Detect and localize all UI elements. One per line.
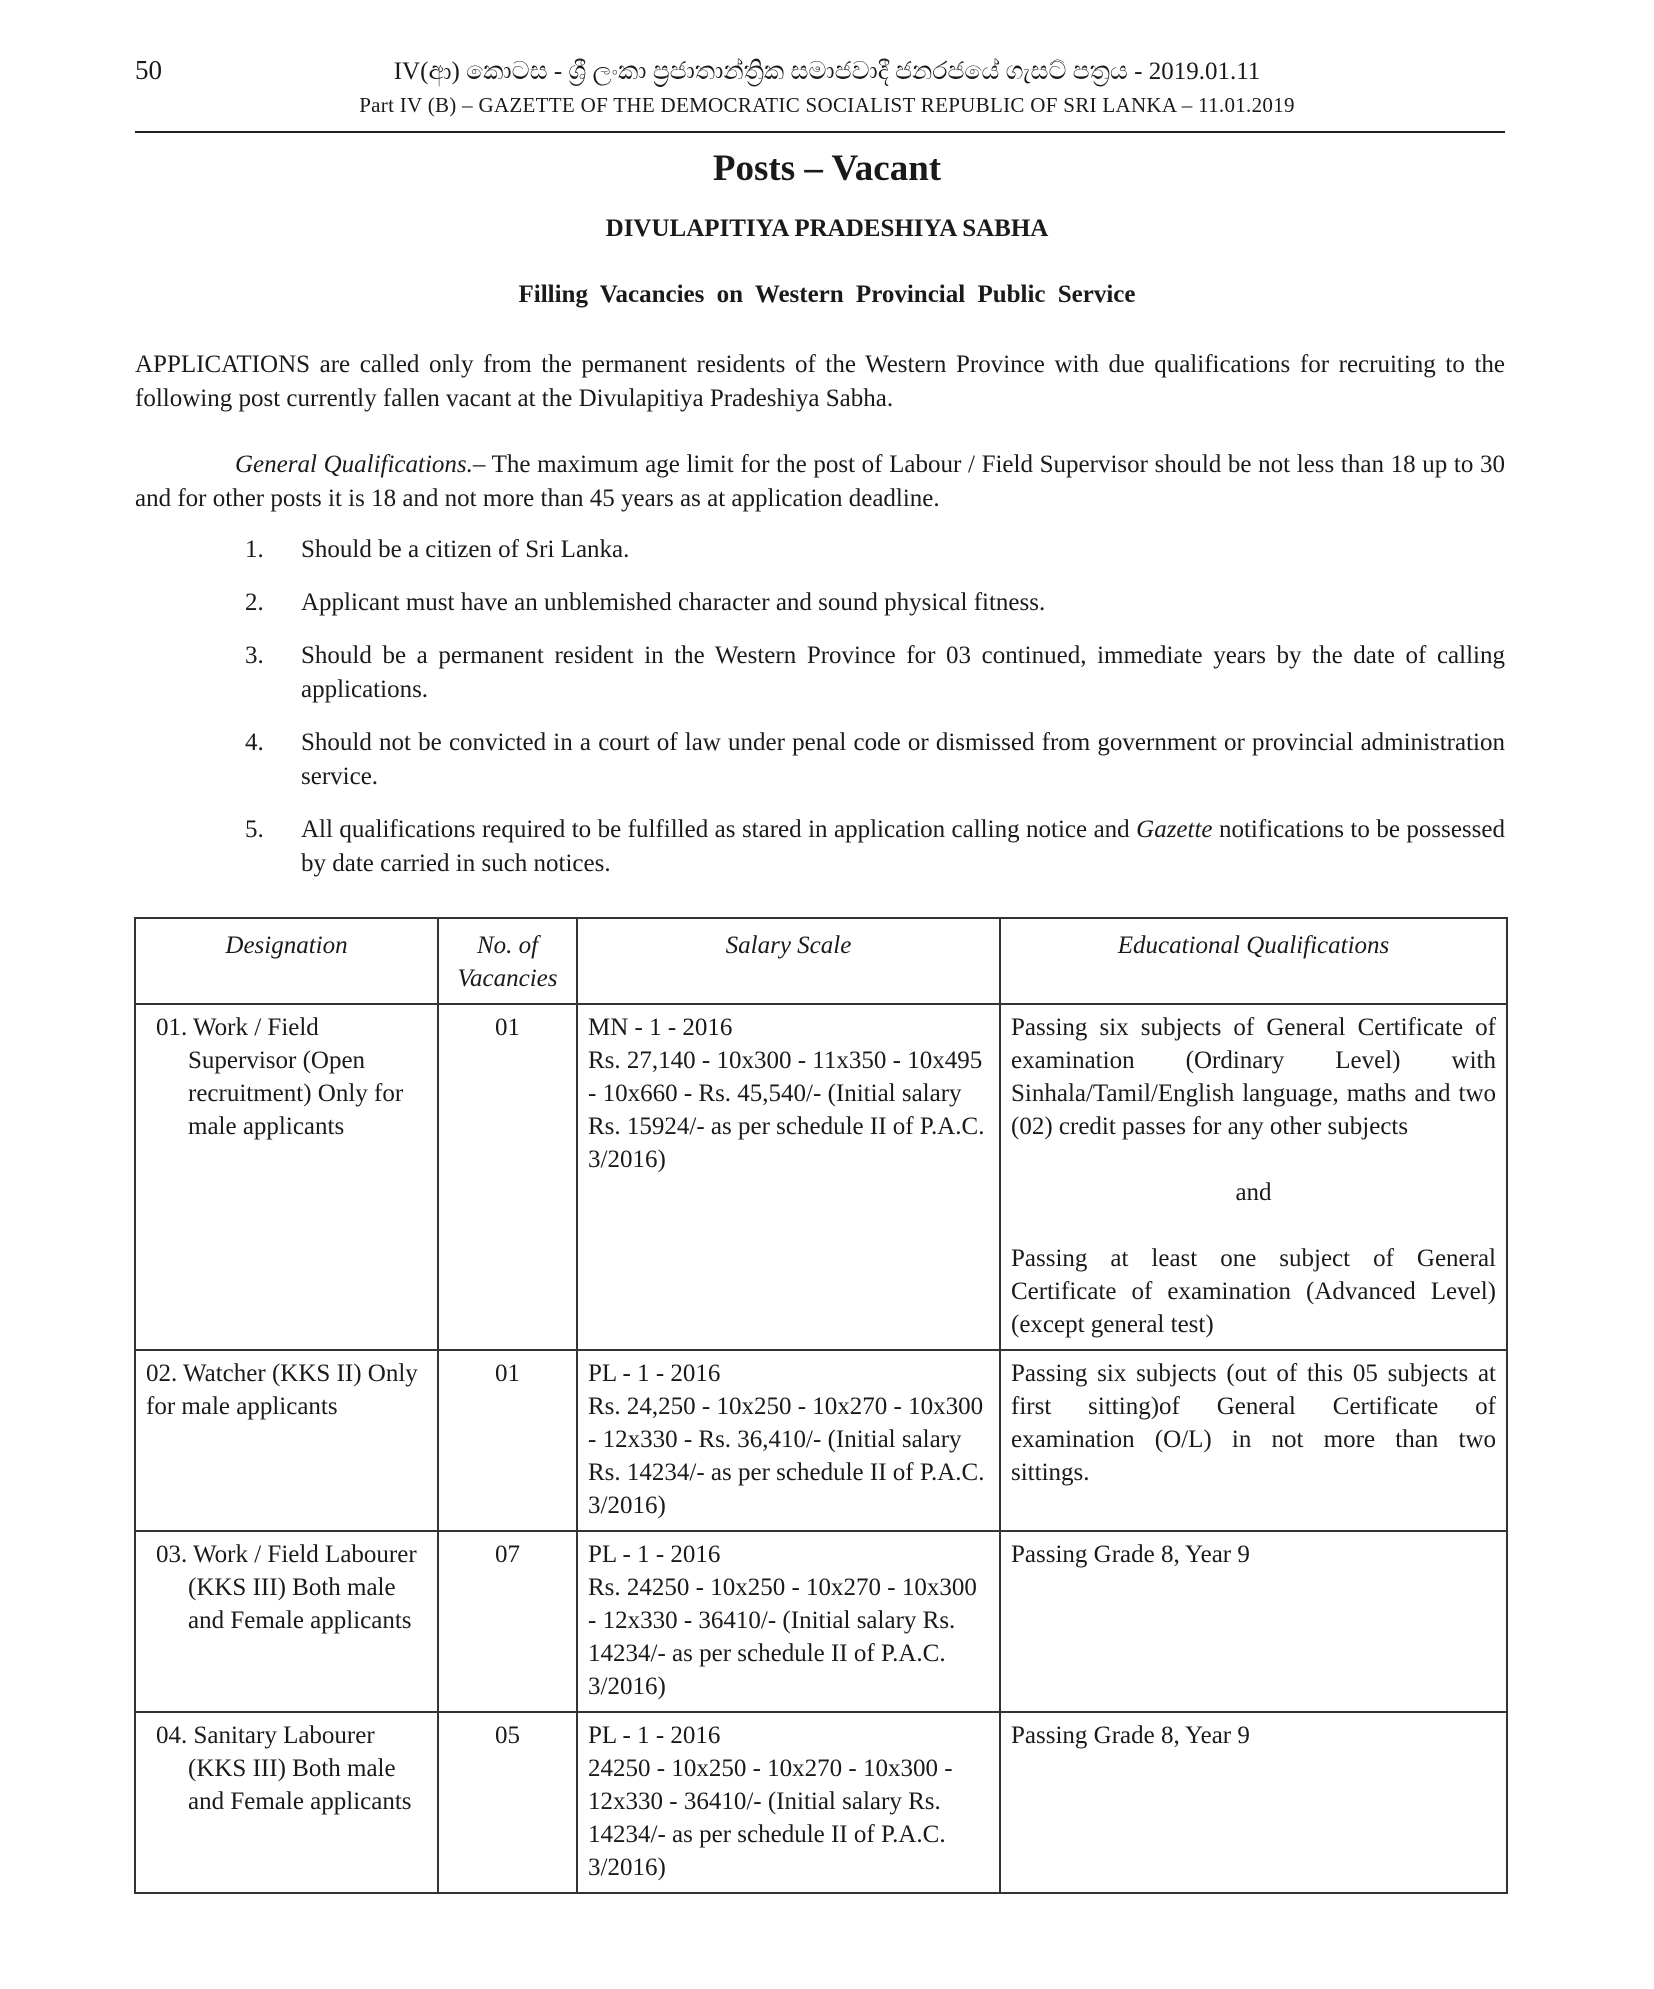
table-row [135,1712,1507,1893]
organization-name: DIVULAPITIYA PRADESHIYA SABHA [605,215,1049,242]
page-number: 50 [135,55,162,85]
general-qualifications-text: – The maximum age limit for the post of Labour / Field Supervisor should be not less than 18 up to 30 and for other posts it is 18 and not more than 45 years as at application deadline. [135,451,1506,512]
list-item-number: 2. [245,589,264,616]
education-cell [1000,1531,1507,1712]
designation-text: 03. Work / Field Labourer (KKS III) Both male and Female applicants [156,1541,417,1634]
list-item [245,726,1505,794]
designation-text: 04. Sanitary Labourer (KKS III) Both male and Female applicants [156,1722,412,1815]
education-cell [1000,1004,1507,1350]
list-item-number: 5. [245,816,264,843]
designation-cell [135,1712,438,1893]
list-item [245,639,1505,707]
list-item [245,586,1505,620]
education-text: Passing Grade 8, Year 9 [1011,1541,1250,1568]
header-educational-qualifications: Educational Qualifications [1000,918,1507,1004]
intro-paragraph: APPLICATIONS are called only from the permanent residents of the Western Province with due qualifications for recruiting to the following post currently fallen vacant at the Divulapitiya Pradeshiya Sabha. [135,351,1505,412]
designation-text: 01. Work / Field Supervisor (Open recruitment) Only for male applicants [156,1014,404,1140]
designation-cell [135,1531,438,1712]
vacancies-cell: 05 [438,1712,577,1893]
education-text: Passing six subjects of General Certificate of examination (Ordinary Level) with Sinhala/Tamil/English language, maths and two (02) credit passes for any other subjects [1011,1014,1496,1140]
list-item-text: Applicant must have an unblemished character and sound physical fitness. [301,589,1046,616]
list-item-text: Should not be convicted in a court of law under penal code or dismissed from government or provincial administration service. [301,729,1505,790]
education-cell [1000,1350,1507,1531]
gazette-header-english: Part IV (B) – GAZETTE OF THE DEMOCRATIC SOCIALIST REPUBLIC OF SRI LANKA – 11.01.2019 [359,93,1295,117]
salary-cell: PL - 1 - 2016 Rs. 24,250 - 10x250 - 10x270 - 10x300 - 12x330 - Rs. 36,410/- (Initial salary Rs. 14234/- as per schedule II of P.A.C. 3/2016) [577,1350,1000,1531]
header-designation: Designation [135,918,438,1004]
education-text: Passing Grade 8, Year 9 [1011,1722,1250,1749]
vacancies-cell: 01 [438,1004,577,1350]
header-divider [135,131,1505,133]
gazette-italic: Gazette [1136,816,1213,843]
table-row [135,1004,1507,1350]
education-text: Passing at least one subject of General Certificate of examination (Advanced Level)(except general test) [1011,1245,1496,1338]
subheading: Filling Vacancies on Western Provincial Public Service [518,281,1136,308]
list-item-number: 3. [245,642,264,669]
table-row [135,1350,1507,1531]
qualifications-list [245,533,1505,900]
designation-text: 02. Watcher (KKS II) Only for male applicants [146,1360,418,1420]
salary-cell: MN - 1 - 2016 Rs. 27,140 - 10x300 - 11x350 - 10x495 - 10x660 - Rs. 45,540/- (Initial salary Rs. 15924/- as per schedule II of P.A.C. 3/2016) [577,1004,1000,1350]
vacancies-cell: 01 [438,1350,577,1531]
education-text: Passing six subjects (out of this 05 subjects at first sitting)of General Certificate of examination (O/L) in not more than two sittings. [1011,1360,1496,1486]
designation-cell [135,1350,438,1531]
salary-cell: PL - 1 - 2016 Rs. 24250 - 10x250 - 10x270 - 10x300 - 12x330 - 36410/- (Initial salary Rs. 14234/- as per schedule II of P.A.C. 3/2016) [577,1531,1000,1712]
header-salary-scale: Salary Scale [577,918,1000,1004]
vacancies-cell: 07 [438,1531,577,1712]
header-vacancies: No. of Vacancies [438,918,577,1004]
list-item [245,533,1505,567]
education-cell [1000,1712,1507,1893]
page-title: Posts – Vacant [712,148,942,189]
general-qualifications-paragraph [135,448,1505,516]
designation-cell [135,1004,438,1350]
general-qualifications-label: General Qualifications. [235,451,473,478]
table-row [135,1531,1507,1712]
list-item-text: Should be a permanent resident in the Western Province for 03 continued, immediate years by the date of calling applications. [301,642,1505,703]
vacancies-table [134,917,1508,1894]
education-and: and [1235,1179,1272,1206]
gazette-header-sinhala: IV(ආ) කොටස - ශ්‍රී ලංකා ප්‍රජාතාන්ත්‍රික සමාජවාදී ජනරජයේ ගැසට් පත්‍රය - 2019.01.11 [393,58,1261,85]
salary-cell: PL - 1 - 2016 24250 - 10x250 - 10x270 - 10x300 - 12x330 - 36410/- (Initial salary Rs. 14234/- as per schedule II of P.A.C. 3/2016) [577,1712,1000,1893]
list-item-number: 1. [245,536,264,563]
list-item-text: Should be a citizen of Sri Lanka. [301,536,630,563]
list-item-text: notifications to be possessed by date carried in such notices. [301,816,1505,877]
list-item-number: 4. [245,729,264,756]
list-item [245,813,1505,881]
table-header-row [135,918,1507,1004]
list-item-text: All qualifications required to be fulfilled as stared in application calling notice and [301,816,1137,843]
